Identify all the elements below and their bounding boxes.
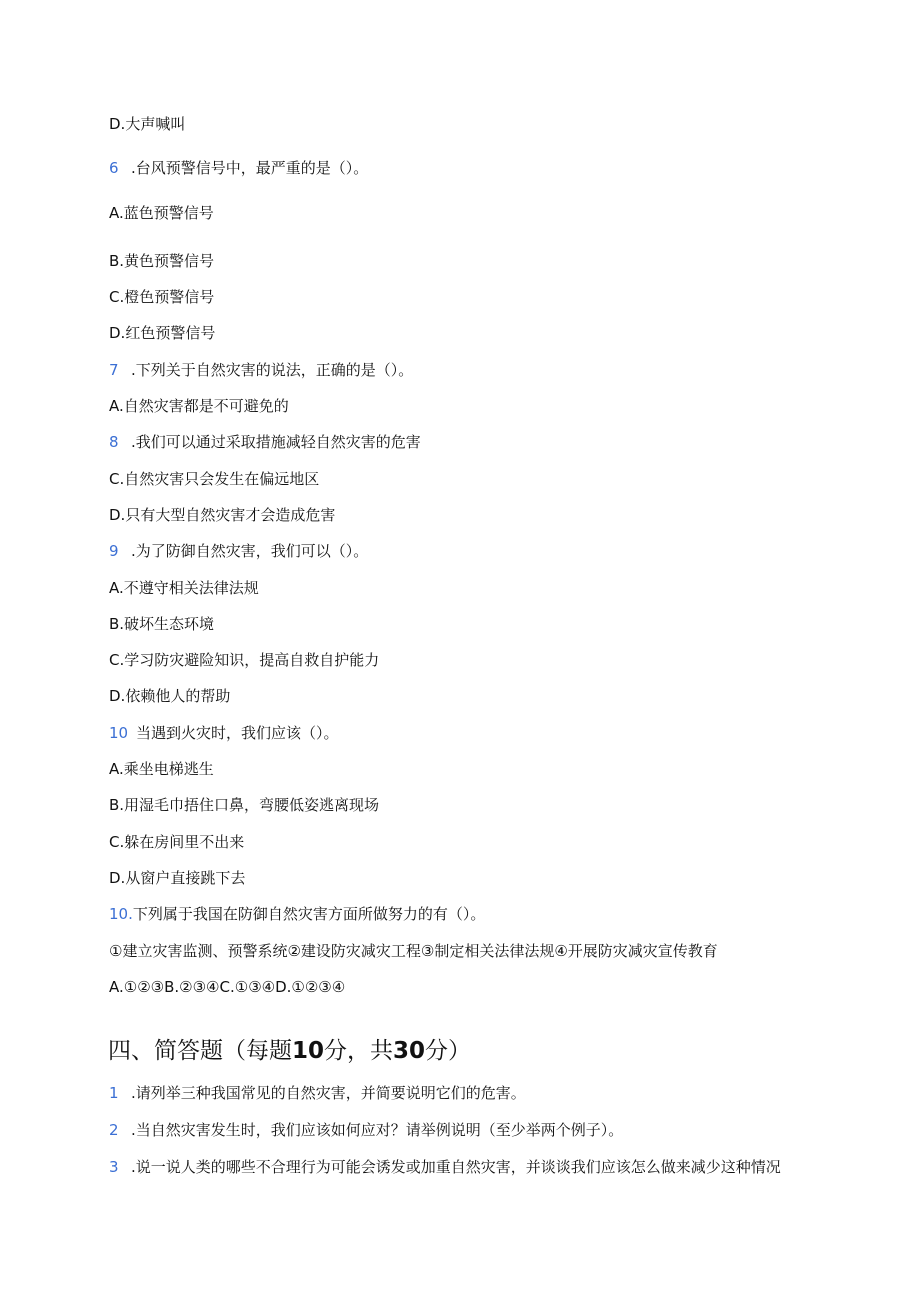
question-10 bbox=[109, 723, 339, 743]
heading-part: 分，共 bbox=[324, 1038, 394, 1064]
heading-points-each: 10 bbox=[292, 1038, 325, 1064]
question-7 bbox=[109, 360, 413, 380]
heading-part: 分） bbox=[425, 1038, 472, 1064]
short-answer-3 bbox=[109, 1157, 781, 1177]
q10-option-c: C.躲在房间里不出来 bbox=[109, 833, 245, 851]
q9-option-b: B.破坏生态环境 bbox=[109, 615, 215, 633]
question-10b bbox=[109, 904, 485, 924]
question-number: 7 bbox=[109, 361, 119, 379]
q10-option-b: B.用湿毛巾捂住口鼻，弯腰低姿逃离现场 bbox=[109, 796, 380, 814]
question-text: .当自然灾害发生时，我们应该如何应对？请举例说明（至少举两个例子）。 bbox=[131, 1121, 624, 1139]
short-answer-1 bbox=[109, 1083, 526, 1103]
question-number: 8 bbox=[109, 433, 119, 451]
heading-points-total: 30 bbox=[393, 1038, 426, 1064]
question-number: 9 bbox=[109, 542, 119, 560]
q6-option-b: B.黄色预警信号 bbox=[109, 252, 215, 270]
question-text: 当遇到火灾时，我们应该（）。 bbox=[136, 724, 339, 742]
q8-option-c: C.自然灾害只会发生在偏远地区 bbox=[109, 470, 320, 488]
q10-option-a: A.乘坐电梯逃生 bbox=[109, 760, 214, 778]
question-text: .我们可以通过采取措施减轻自然灾害的危害 bbox=[131, 433, 421, 451]
question-text: .请列举三种我国常见的自然灾害，并简要说明它们的危害。 bbox=[131, 1084, 526, 1102]
q6-option-c: C.橙色预警信号 bbox=[109, 288, 215, 306]
q10b-statements: ①建立灾害监测、预警系统②建设防灾减灾工程③制定相关法律法规④开展防灾减灾宣传教育 bbox=[109, 942, 718, 960]
question-number: 6 bbox=[109, 159, 119, 177]
q10-option-d: D.从窗户直接跳下去 bbox=[109, 869, 246, 887]
question-text: .下列关于自然灾害的说法，正确的是（）。 bbox=[131, 361, 414, 379]
question-text: 下列属于我国在防御自然灾害方面所做努力的有（）。 bbox=[132, 905, 486, 923]
question-number: 2 bbox=[109, 1121, 119, 1139]
heading-part: 四、简答题（每题 bbox=[108, 1038, 292, 1064]
q6-option-a: A.蓝色预警信号 bbox=[109, 204, 214, 222]
question-number: 10. bbox=[109, 905, 133, 923]
q5-option-d: D.大声喊叫 bbox=[109, 115, 186, 133]
section-heading bbox=[108, 1036, 471, 1066]
question-text: .台风预警信号中，最严重的是（）。 bbox=[131, 159, 369, 177]
question-text: .为了防御自然灾害，我们可以（）。 bbox=[131, 542, 369, 560]
q9-option-d: D.依赖他人的帮助 bbox=[109, 687, 231, 705]
question-8 bbox=[109, 432, 421, 452]
question-text: .说一说人类的哪些不合理行为可能会诱发或加重自然灾害，并谈谈我们应该怎么做来减少这种情况 bbox=[131, 1158, 781, 1176]
q6-option-d: D.红色预警信号 bbox=[109, 324, 216, 342]
question-6 bbox=[109, 158, 368, 178]
q7-option-a: A.自然灾害都是不可避免的 bbox=[109, 397, 289, 415]
question-number: 3 bbox=[109, 1158, 119, 1176]
question-number: 10 bbox=[109, 724, 129, 742]
short-answer-2 bbox=[109, 1120, 623, 1140]
q9-option-c: C.学习防灾避险知识，提高自救自护能力 bbox=[109, 651, 380, 669]
q8-option-d: D.只有大型自然灾害才会造成危害 bbox=[109, 506, 336, 524]
question-9 bbox=[109, 541, 368, 561]
question-number: 1 bbox=[109, 1084, 119, 1102]
q10b-options: A.①②③B.②③④C.①③④D.①②③④ bbox=[109, 978, 346, 996]
q9-option-a: A.不遵守相关法律法规 bbox=[109, 579, 259, 597]
